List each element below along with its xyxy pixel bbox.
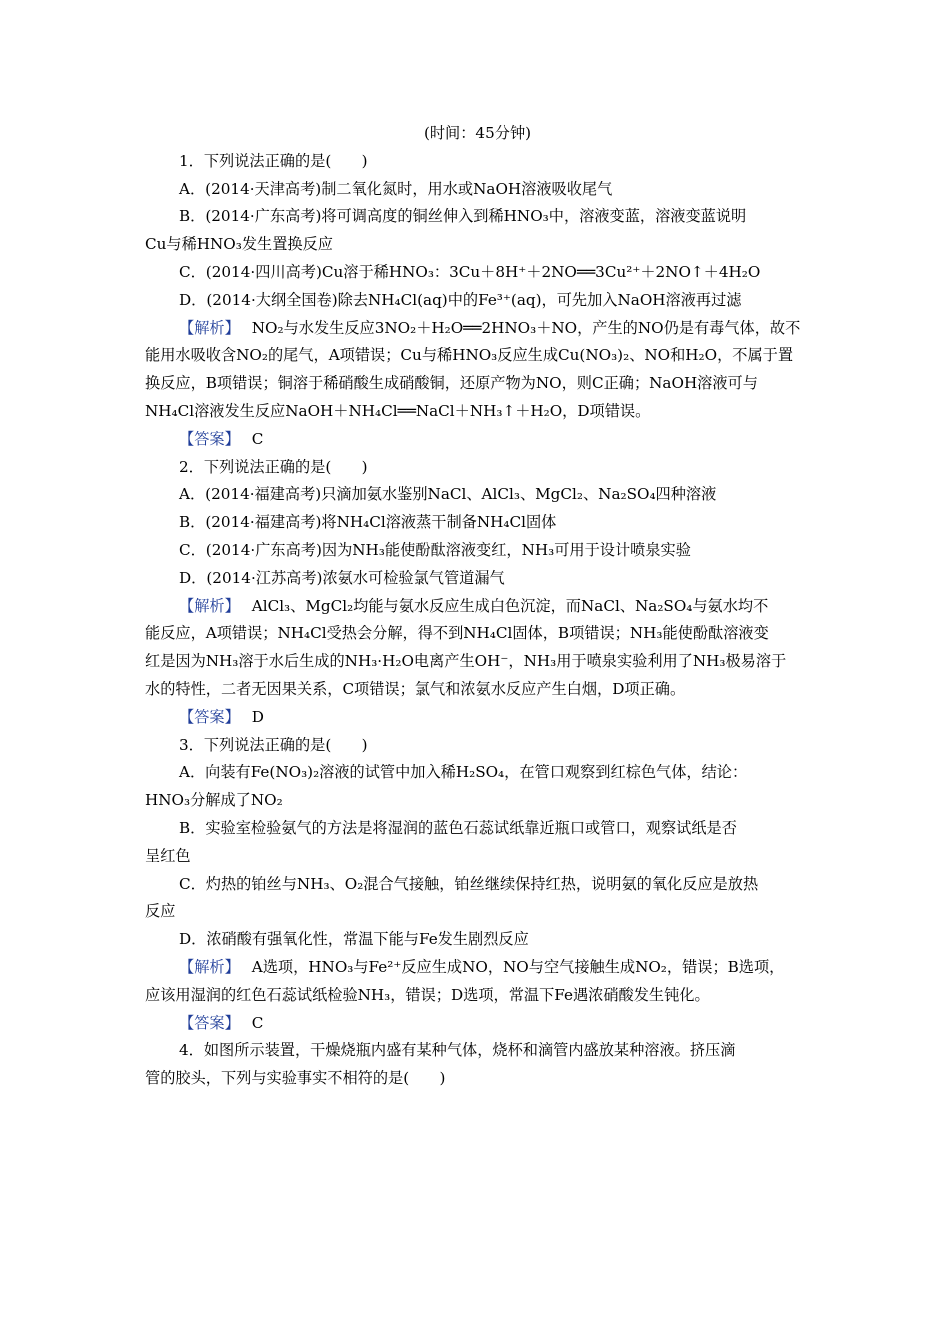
question-stem: 1．下列说法正确的是( ) — [179, 151, 368, 170]
answer-value: D — [251, 707, 264, 726]
analysis-text: NO₂与水发生反应3NO₂＋H₂O══2HNO₃＋NO，产生的NO仍是有毒气体，故不 — [251, 318, 801, 337]
option-a: A．(2014·天津高考)制二氧化氮时，用水或NaOH溶液吸收尾气 — [179, 179, 613, 198]
option-b-continued: Cu与稀HNO₃发生置换反应 — [145, 235, 333, 254]
option-c: C．灼热的铂丝与NH₃、O₂混合气接触，铂丝继续保持红热，说明氨的氧化反应是放热 — [179, 874, 759, 893]
question-stem: 3．下列说法正确的是( ) — [179, 735, 368, 754]
option-b: B．(2014·广东高考)将可调高度的铜丝伸入到稀HNO₃中，溶液变蓝，溶液变蓝说明 — [179, 207, 747, 226]
answer-tag: 【答案】 — [179, 1013, 240, 1032]
question-2 — [145, 454, 810, 732]
answer-line — [145, 704, 810, 732]
answer-tag: 【答案】 — [179, 429, 240, 448]
option-b: B．(2014·福建高考)将NH₄Cl溶液蒸干制备NH₄Cl固体 — [179, 513, 557, 532]
option-b: B．实验室检验氨气的方法是将湿润的蓝色石蕊试纸靠近瓶口或管口，观察试纸是否 — [179, 818, 737, 837]
analysis-line — [145, 593, 810, 621]
option-c: C．(2014·四川高考)Cu溶于稀HNO₃：3Cu＋8H⁺＋2NO══3Cu²⁺＋2NO↑＋4H₂O — [179, 262, 761, 281]
analysis-line — [145, 315, 810, 343]
analysis-text: NH₄Cl溶液发生反应NaOH＋NH₄Cl══NaCl＋NH₃↑＋H₂O，D项错误。 — [145, 401, 651, 420]
question-stem-continued: 管的胶头，下列与实验事实不相符的是( ) — [145, 1069, 446, 1088]
answer-tag: 【答案】 — [179, 707, 240, 726]
question-3 — [145, 732, 810, 1038]
question-1 — [145, 148, 810, 454]
analysis-text: 红是因为NH₃溶于水后生成的NH₃·H₂O电离产生OH⁻，NH₃用于喷泉实验利用了NH₃极易溶于 — [145, 652, 787, 671]
analysis-tag: 【解析】 — [179, 957, 240, 976]
option-d: D．浓硝酸有强氧化性，常温下能与Fe发生剧烈反应 — [179, 930, 529, 949]
analysis-text: 水的特性，二者无因果关系，C项错误；氯气和浓氨水反应产生白烟，D项正确。 — [145, 679, 686, 698]
analysis-text: 能用水吸收含NO₂的尾气，A项错误；Cu与稀HNO₃反应生成Cu(NO₃)₂、NO和H₂O，不属于置 — [145, 346, 794, 365]
option-d: D．(2014·江苏高考)浓氨水可检验氯气管道漏气 — [179, 568, 505, 587]
option-a-continued: HNO₃分解成了NO₂ — [145, 791, 283, 810]
analysis-text: 应该用湿润的红色石蕊试纸检验NH₃，错误；D选项，常温下Fe遇浓硝酸发生钝化。 — [145, 985, 710, 1004]
answer-value: C — [251, 429, 264, 448]
option-c: C．(2014·广东高考)因为NH₃能使酚酞溶液变红，NH₃可用于设计喷泉实验 — [179, 540, 691, 559]
option-a: A．(2014·福建高考)只滴加氨水鉴别NaCl、AlCl₃、MgCl₂、Na₂SO₄四种溶液 — [179, 485, 717, 504]
time-limit: (时间：45分钟) — [423, 124, 532, 142]
answer-line — [145, 1010, 810, 1038]
question-stem: 4．如图所示装置，干燥烧瓶内盛有某种气体，烧杯和滴管内盛放某种溶液。挤压滴 — [179, 1041, 736, 1060]
option-b-continued: 呈红色 — [145, 846, 191, 865]
analysis-text: 换反应，B项错误；铜溶于稀硝酸生成硝酸铜，还原产物为NO，则C正确；NaOH溶液可与 — [145, 374, 758, 393]
analysis-line — [145, 954, 810, 982]
answer-value: C — [251, 1013, 264, 1032]
question-4 — [145, 1037, 810, 1093]
option-d: D．(2014·大纲全国卷)除去NH₄Cl(aq)中的Fe³⁺(aq)，可先加入NaOH溶液再过滤 — [179, 290, 742, 309]
answer-line — [145, 426, 810, 454]
option-a: A．向装有Fe(NO₃)₂溶液的试管中加入稀H₂SO₄，在管口观察到红棕色气体，结论： — [179, 763, 748, 782]
analysis-tag: 【解析】 — [179, 318, 240, 337]
analysis-text: 能反应，A项错误；NH₄Cl受热会分解，得不到NH₄Cl固体，B项错误；NH₃能使酚酞溶液变 — [145, 624, 769, 643]
analysis-text: AlCl₃、MgCl₂均能与氨水反应生成白色沉淀，而NaCl、Na₂SO₄与氨水均不 — [251, 596, 769, 615]
option-c-continued: 反应 — [145, 902, 176, 921]
analysis-tag: 【解析】 — [179, 596, 240, 615]
exercise-content — [145, 120, 810, 1093]
question-stem: 2．下列说法正确的是( ) — [179, 457, 368, 476]
analysis-text: A选项，HNO₃与Fe²⁺反应生成NO，NO与空气接触生成NO₂，错误；B选项， — [251, 957, 785, 976]
